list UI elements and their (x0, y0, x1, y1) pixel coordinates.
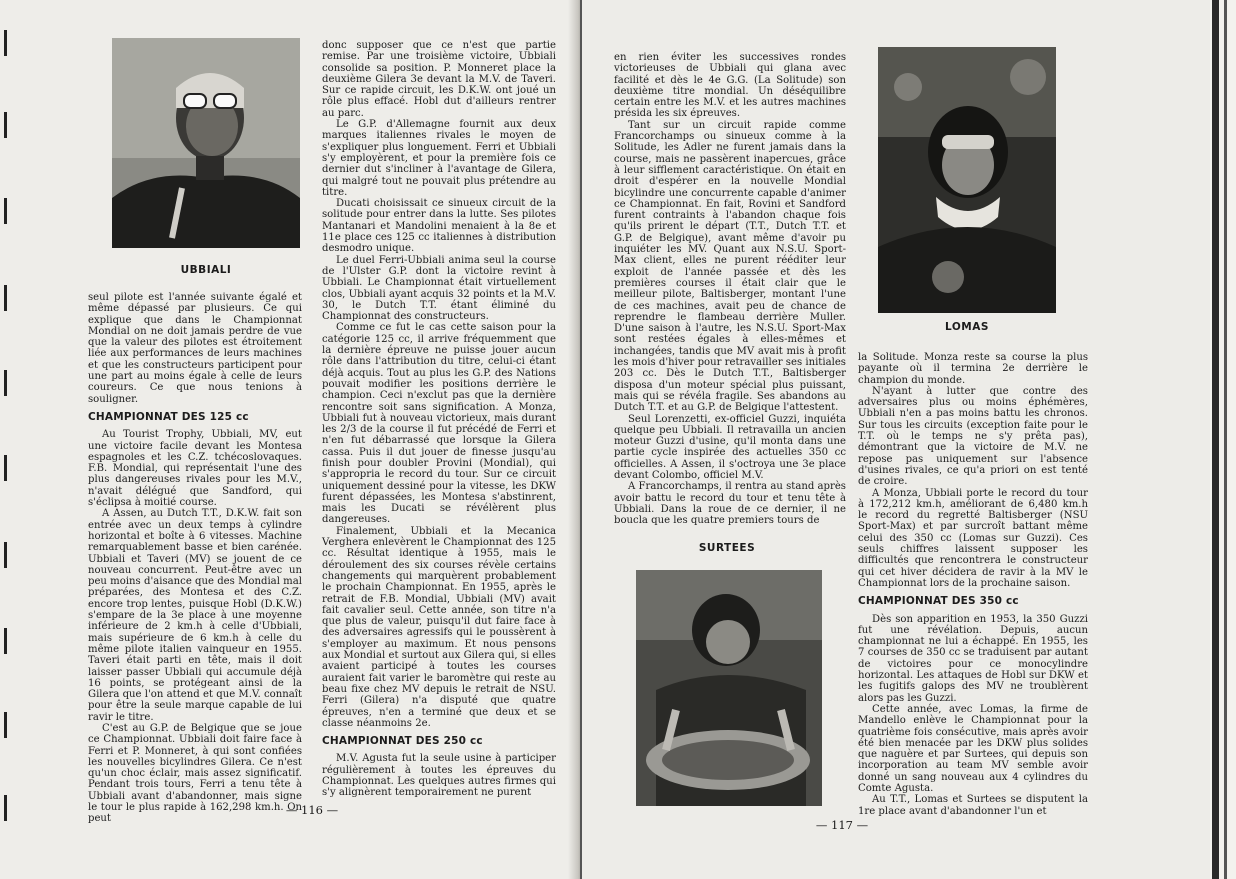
paragraph: N'ayant à lutter que contre des adversaires plus ou moins éphémères, Ubbiali n'en a pas moins battu les chronos. Sur tous les circuits (exception faite pour le T.T. où le temps ne s'y prêta pas), démontrant que la victoire de M.V. ne repose pas uniquement sur l'absence d'usines rivales, ce qu'a priori on est tenté de croire. (858, 385, 1088, 488)
heading-350cc: CHAMPIONNAT DES 350 cc (858, 595, 1019, 608)
photo-caption-ubbiali: UBBIALI (180, 264, 232, 276)
photo-lomas (878, 47, 1056, 313)
right-column-1 (614, 52, 846, 526)
paragraph: Finalement, Ubbiali et la Mecanica Verghera enlevèrent le Championnat des 125 cc. Résultat identique à 1955, mais le déroulement des six courses révèle certains changements qui marquèrent probablement le prochain Championnat. En 1955, après le retrait de F.B. Mondial, Ubbiali (MV) avait fait cavalier seul. Cette année, son titre n'a que plus de valeur, puisqu'il dut faire face à des adversaires agressifs qui le poussèrent à s'employer au maximum. Et nous pensons aux Mondial et surtout aux Gilera qui, si elles avaient participé à toutes les courses auraient fait varier le baromètre qui reste au beau fixe chez MV depuis le retrait de NSU. Ferri (Gilera) n'a disputé que quatre épreuves, n'en a terminé que deux et se classe néanmoins 2e. (322, 525, 556, 729)
paragraph: Dès son apparition en 1953, la 350 Guzzi fut une révélation. Depuis, aucun championnat ne lui a échappé. En 1955, les 7 courses de 350 cc se traduisent par autant de victoires pour ce monocylindre horizontal. Les attaques de Hobl sur DKW et les fugitifs galops des MV ne troublèrent alors pas les Guzzi. (858, 613, 1088, 704)
paragraph: en rien éviter les successives rondes victorieuses de Ubbiali qui glana avec facilité et dès le 4e G.G. (La Solitude) son deuxième titre mondial. Un déséquilibre certain entre les M.V. et les autres machines présida les six épreuves. (614, 52, 846, 120)
paragraph: donc supposer que ce n'est que partie remise. Par une troisième victoire, Ubbiali consolide sa position. P. Monneret place la deuxième Gilera 3e devant la M.V. de Taveri. Sur ce rapide circuit, les D.K.W. ont joué un rôle plus effacé. Hobl dut d'ailleurs rentrer au parc. (322, 40, 556, 119)
paragraph: Tant sur un circuit rapide comme Francorchamps ou sinueux comme à la Solitude, les Adler ne furent jamais dans la course, mais ne passèrent inapercues, grâce à leur sifflement caractéristique. On était en droit d'espérer en la nouvelle Mondial bicylindre une concurrente capable d'animer ce Championnat. En fait, Rovini et Sandford furent contraints à l'abandon chaque fois qu'ils prirent le départ (T.T., Dutch T.T. et G.P. de Belgique), avant même d'avoir pu inquiéter les MV. Quant aux N.S.U. Sport-Max client, elles ne purent rééditer leur exploit de l'année passée et dès les premières courses il était clair que le meilleur pilote, Baltisberger, montant l'une de ces machines, avait peu de chance de reprendre le flambeau derrière Muller. D'une saison à l'autre, les N.S.U. Sport-Max sont restées égales à elles-mêmes et inchangées, tandis que MV avait mis à profit les mois d'hiver pour retravailler ses initiales 203 cc. Dès le Dutch T.T., Baltisberger disposa d'un moteur spécial plus puissant, mais qui se révéla fragile. Ses abandons au Dutch T.T. et au G.P. de Belgique l'attestent. (614, 119, 846, 414)
paragraph: Au T.T., Lomas et Surtees se disputent la 1re place avant d'abandonner l'un et (858, 794, 1088, 817)
paragraph: la Solitude. Monza reste sa course la plus payante où il termina 2e derrière le champion du monde. (858, 352, 1088, 386)
paragraph: C'est au G.P. de Belgique que se joue ce Championnat. Ubbiali doit faire face à Ferri et P. Monneret, à qui sont confiées les nouvelles bicylindres Gilera. Ce n'est qu'un choc éclair, mais assez significatif. Pendant trois tours, Ferri a tenu tête à Ubbiali avant d'abandonner, mais signe le tour le plus rapide à 162,298 km.h. On peut (88, 722, 302, 825)
heading-250cc: CHAMPIONNAT DES 250 cc (322, 735, 483, 748)
paragraph: A Assen, au Dutch T.T., D.K.W. fait son entrée avec un deux temps à cylindre horizontal et boîte à 6 vitesses. Machine remarquablement basse et bien carénée. Ubbiali et Taveri (MV) se jouent de ce nouveau concurrent. Peut-être avec un peu moins d'aisance que des Mondial mal préparées, des Montesa et des C.Z. encore trop lentes, puisque Hobl (D.K.W.) s'empare de la 3e place à une moyenne inférieure de 2 km.h à celle d'Ubbiali, mais supérieure de 6 km.h à celle du même pilote italien vainqueur en 1955. Taveri était parti en tête, mais il doit laisser passer Ubbiali qui accumule déjà 16 points, se protégeant ainsi de la Gilera que l'on attend et que M.V. connaît pour être la seule marque capable de lui ravir le titre. (88, 508, 302, 723)
paragraph: Au Tourist Trophy, Ubbiali, MV, eut une victoire facile devant les Montesa espagnoles et les C.Z. tchécoslovaques. F.B. Mondial, qui représentait l'une des plus dangereuses rivales pour les M.V., n'avait délégué que Sandford, qui s'éclipsa à moitié course. (88, 429, 302, 509)
paragraph: Le G.P. d'Allemagne fournit aux deux marques italiennes rivales le moyen de s'expliquer plus longuement. Ferri et Ubbiali s'y employèrent, et pour la première fois ce dernier dut s'incliner à l'avantage de Gilera, qui malgré tout ne pouvait plus prétendre au titre. (322, 119, 556, 198)
paragraph: seul pilote est l'année suivante égalé et même dépassé par plusieurs. Ce qui explique que dans le Championnat Mondial on ne doit jamais perdre de vue que la valeur des pilotes est étroitement liée aux performances de leurs machines et que les constructeurs participent pour une part au moins égale à celle de leurs coureurs. Ce que nous tenions à souligner. (88, 292, 302, 405)
right-column-2 (858, 352, 1088, 817)
left-column-1 (88, 292, 302, 825)
page-number-117: — 117 — (815, 818, 869, 832)
page-edge (1210, 0, 1236, 879)
heading-125cc: CHAMPIONNAT DES 125 cc (88, 410, 249, 423)
photo-ubbiali (112, 38, 300, 248)
paragraph: Comme ce fut le cas cette saison pour la catégorie 125 cc, il arrive fréquemment que la dernière épreuve ne puisse jouer aucun rôle dans l'attribution du titre, celui-ci étant déjà acquis. Tout au plus les G.P. des Nations pouvait modifier les positions derrière le champion. Ceci n'exclut pas que la dernière rencontre soit sans signification. A Monza, Ubbiali fut à nouveau victorieux, mais durant les 2/3 de la course il fut précédé de Ferri et n'en fut débarrassé que lorsque la Gilera cassa. Puis il dut jouer de finesse jusqu'au finish pour doubler Provini (Mondial), qui s'appropria le record du tour. Sur ce circuit uniquement dessiné pour la vitesse, les DKW furent dépassées, les Montesa s'abstinrent, mais les Ducati se révélèrent plus dangereuses. (322, 322, 556, 526)
paragraph: A Francorchamps, il rentra au stand après avoir battu le record du tour et tenu tête à Ubbiali. Dans la roue de ce dernier, il ne boucla que les quatre premiers tours de (614, 481, 846, 527)
paragraph: M.V. Agusta fut la seule usine à participer régulièrement à toutes les épreuves du Championnat. Les quelques autres firmes qui s'y alignèrent temporairement ne purent (322, 753, 556, 799)
paragraph: Le duel Ferri-Ubbiali anima seul la course de l'Ulster G.P. dont la victoire revint à Ubbiali. Le Championnat était virtuellement clos, Ubbiali ayant acquis 32 points et la M.V. 30, le Dutch T.T. étant éliminé du Championnat des constructeurs. (322, 254, 556, 323)
left-column-2 (322, 40, 556, 799)
photo-surtees (636, 570, 822, 806)
page-117 (582, 0, 1236, 879)
binding-marks (4, 30, 12, 860)
paragraph: Ducati choisissait ce sinueux circuit de la solitude pour entrer dans la lutte. Ses pilotes Mantanari et Mandolini menaient à la 8e et 11e place ces 125 cc italiennes à distribution desmodro unique. (322, 198, 556, 255)
page-116 (0, 0, 582, 879)
page-number-116: — 116 — (285, 803, 339, 817)
photo-caption-surtees: SURTEES (698, 542, 756, 554)
photo-caption-lomas: LOMAS (945, 321, 989, 333)
paragraph: A Monza, Ubbiali porte le record du tour à 172,212 km.h, améliorant de 6,480 km.h le record du regretté Baltisberger (NSU Sport-Max) et par surcroît battant même celui des 350 cc (Lomas sur Guzzi). Ces seuls chiffres laissent supposer les difficultés que rencontrera le constructeur qui cet hiver décidera de ravir à la MV le Championnat lors de la prochaine saison. (858, 487, 1088, 589)
paragraph: Cette année, avec Lomas, la firme de Mandello enlève le Championnat pour la quatrième fois consécutive, mais après avoir été bien menacée par les DKW plus solides que naguère et par Surtees, qui depuis son incorporation au team MV semble avoir donné un sang nouveau aux 4 cylindres du Comte Agusta. (858, 703, 1088, 794)
paragraph: Seul Lorenzetti, ex-officiel Guzzi, inquiéta quelque peu Ubbiali. Il retravailla un ancien moteur Guzzi d'usine, qu'il monta dans une partie cycle inspirée des actuelles 350 cc officielles. A Assen, il s'octroya une 3e place devant Colombo, officiel M.V. (614, 413, 846, 481)
